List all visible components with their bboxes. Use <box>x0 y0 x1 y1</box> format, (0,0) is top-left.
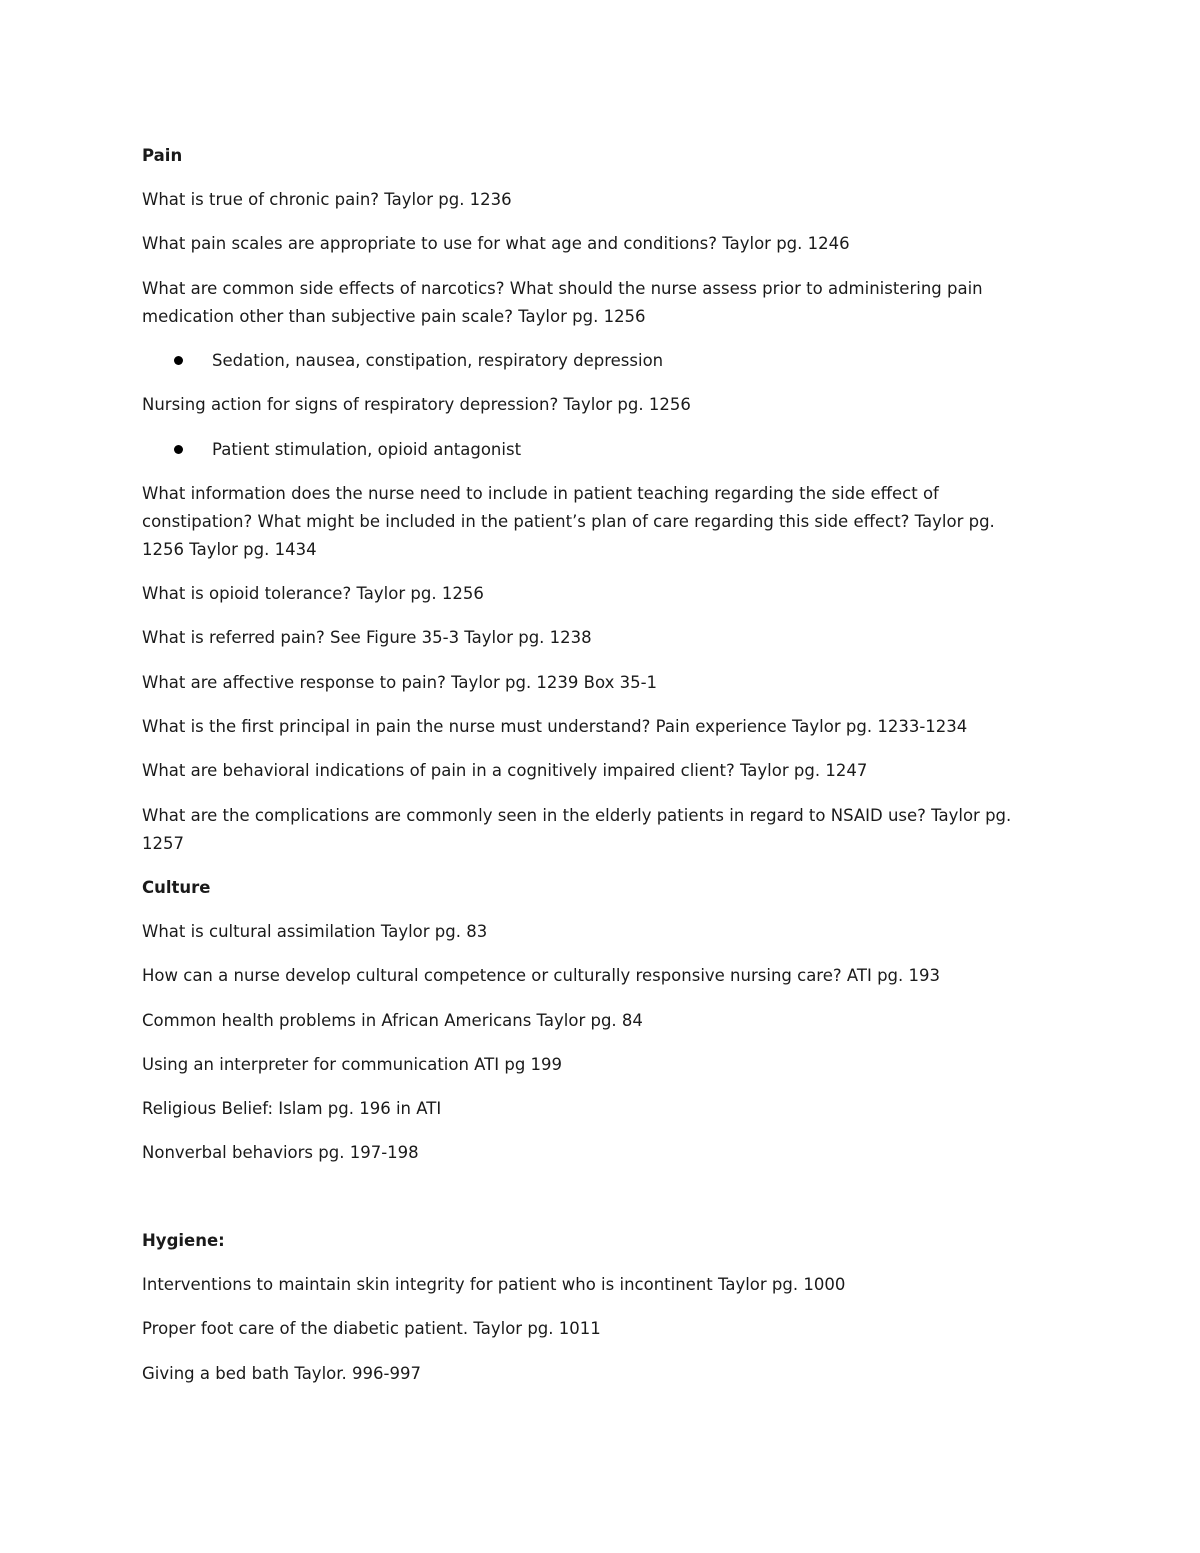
question-respiratory-depression: Nursing action for signs of respiratory depression? Taylor pg. 1256 <box>142 395 691 414</box>
question-affective-response: What are affective response to pain? Taylor pg. 1239 Box 35-1 <box>142 673 658 692</box>
bullet-dot-icon <box>174 445 183 454</box>
question-nsaid-line-1: What are the complications are commonly seen in the elderly patients in regard to NSAID use? Taylor pg. <box>142 806 1012 825</box>
bullet-dot-icon <box>174 356 183 365</box>
question-constipation-line-3: 1256 Taylor pg. 1434 <box>142 540 317 559</box>
answer-narcotics-side-effects: Sedation, nausea, constipation, respiratory depression <box>212 351 664 370</box>
question-constipation-line-2: constipation? What might be included in the patient’s plan of care regarding this side effect? Taylor pg. <box>142 512 995 531</box>
question-skin-integrity: Interventions to maintain skin integrity for patient who is incontinent Taylor pg. 1000 <box>142 1275 846 1294</box>
question-religious-belief: Religious Belief: Islam pg. 196 in ATI <box>142 1099 442 1118</box>
question-first-principal: What is the first principal in pain the nurse must understand? Pain experience Taylor pg. 1233-1234 <box>142 717 968 736</box>
question-foot-care: Proper foot care of the diabetic patient. Taylor pg. 1011 <box>142 1319 601 1338</box>
question-chronic-pain: What is true of chronic pain? Taylor pg. 1236 <box>142 190 512 209</box>
question-opioid-tolerance: What is opioid tolerance? Taylor pg. 1256 <box>142 584 484 603</box>
question-narcotics-line-1: What are common side effects of narcotics? What should the nurse assess prior to administering pain <box>142 279 983 298</box>
question-african-americans: Common health problems in African Americans Taylor pg. 84 <box>142 1011 643 1030</box>
section-heading-hygiene: Hygiene: <box>142 1231 225 1250</box>
question-constipation-line-1: What information does the nurse need to include in patient teaching regarding the side effect of <box>142 484 939 503</box>
question-referred-pain: What is referred pain? See Figure 35-3 Taylor pg. 1238 <box>142 628 592 647</box>
question-nsaid-line-2: 1257 <box>142 834 184 853</box>
section-heading-culture: Culture <box>142 878 211 897</box>
question-cultural-competence: How can a nurse develop cultural competence or culturally responsive nursing care? ATI pg. 193 <box>142 966 941 985</box>
answer-respiratory-depression: Patient stimulation, opioid antagonist <box>212 440 522 459</box>
question-bed-bath: Giving a bed bath Taylor. 996-997 <box>142 1364 421 1383</box>
question-pain-scales: What pain scales are appropriate to use for what age and conditions? Taylor pg. 1246 <box>142 234 850 253</box>
question-behavioral-indications: What are behavioral indications of pain in a cognitively impaired client? Taylor pg. 1247 <box>142 761 868 780</box>
question-interpreter: Using an interpreter for communication ATI pg 199 <box>142 1055 563 1074</box>
question-cultural-assimilation: What is cultural assimilation Taylor pg. 83 <box>142 922 488 941</box>
section-heading-pain: Pain <box>142 146 183 165</box>
question-narcotics-line-2: medication other than subjective pain scale? Taylor pg. 1256 <box>142 307 646 326</box>
question-nonverbal-behaviors: Nonverbal behaviors pg. 197-198 <box>142 1143 419 1162</box>
